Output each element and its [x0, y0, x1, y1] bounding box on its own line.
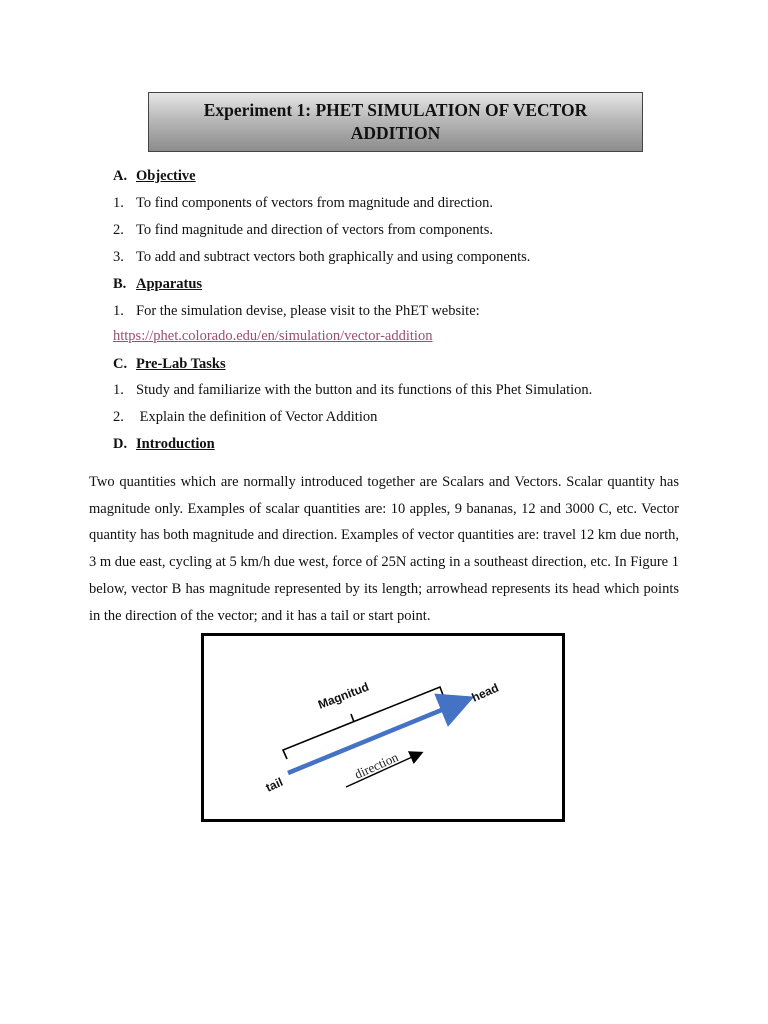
page-title: [148, 92, 643, 152]
title-line-2: ADDITION: [350, 123, 441, 143]
list-number: 1.: [113, 382, 124, 398]
direction-label: direction: [352, 749, 401, 782]
list-number: 2.: [113, 222, 124, 238]
list-text: To add and subtract vectors both graphically and using components.: [136, 249, 531, 265]
vector-diagram: [204, 636, 562, 819]
list-number: 1.: [113, 303, 124, 319]
list-number: 2.: [113, 409, 124, 425]
list-number: 1.: [113, 195, 124, 211]
magnitude-bracket: [283, 687, 443, 759]
magnitude-label: Magnitud: [316, 679, 371, 712]
section-title: Introduction: [136, 436, 215, 452]
list-text: To find magnitude and direction of vectors from components.: [136, 222, 493, 238]
list-number: 3.: [113, 249, 124, 265]
section-title: Objective: [136, 168, 196, 184]
head-label: head: [469, 680, 501, 705]
section-letter: B.: [113, 276, 127, 292]
section-letter: C.: [113, 356, 128, 372]
phet-website-link[interactable]: https://phet.colorado.edu/en/simulation/vector-addition: [113, 328, 433, 344]
section-letter: A.: [113, 168, 128, 184]
section-title: Apparatus: [136, 276, 203, 292]
section-title: Pre-Lab Tasks: [136, 356, 226, 372]
list-text: For the simulation devise, please visit to the PhET website:: [136, 303, 480, 319]
list-text: To find components of vectors from magnitude and direction.: [136, 195, 493, 211]
title-line-1: Experiment 1: PHET SIMULATION OF VECTOR: [203, 100, 588, 120]
bracket-tick: [351, 714, 354, 722]
vector-figure: [201, 633, 565, 822]
tail-label: tail: [263, 774, 286, 795]
list-text: Study and familiarize with the button and its functions of this Phet Simulation.: [136, 382, 593, 398]
list-text: Explain the definition of Vector Addition: [136, 409, 378, 425]
introduction-paragraph: Two quantities which are normally introduced together are Scalars and Vectors. Scalar quantity has magnitude only. Examples of scalar quantities are: 10 apples, 9 bananas, 12 and 3000 C, etc. Vector quantity has both magnitude and direction. Examples of vector quantities are: travel 12 km due north, 3 m due east, cycling at 5 km/h due west, force of 25N acting in a southeast direction, etc. In Figure 1 below, vector B has magnitude represented by its length; arrowhead represents its head which points in the direction of the vector; and it has a tail or start point.: [89, 474, 679, 624]
section-letter: D.: [113, 436, 128, 452]
